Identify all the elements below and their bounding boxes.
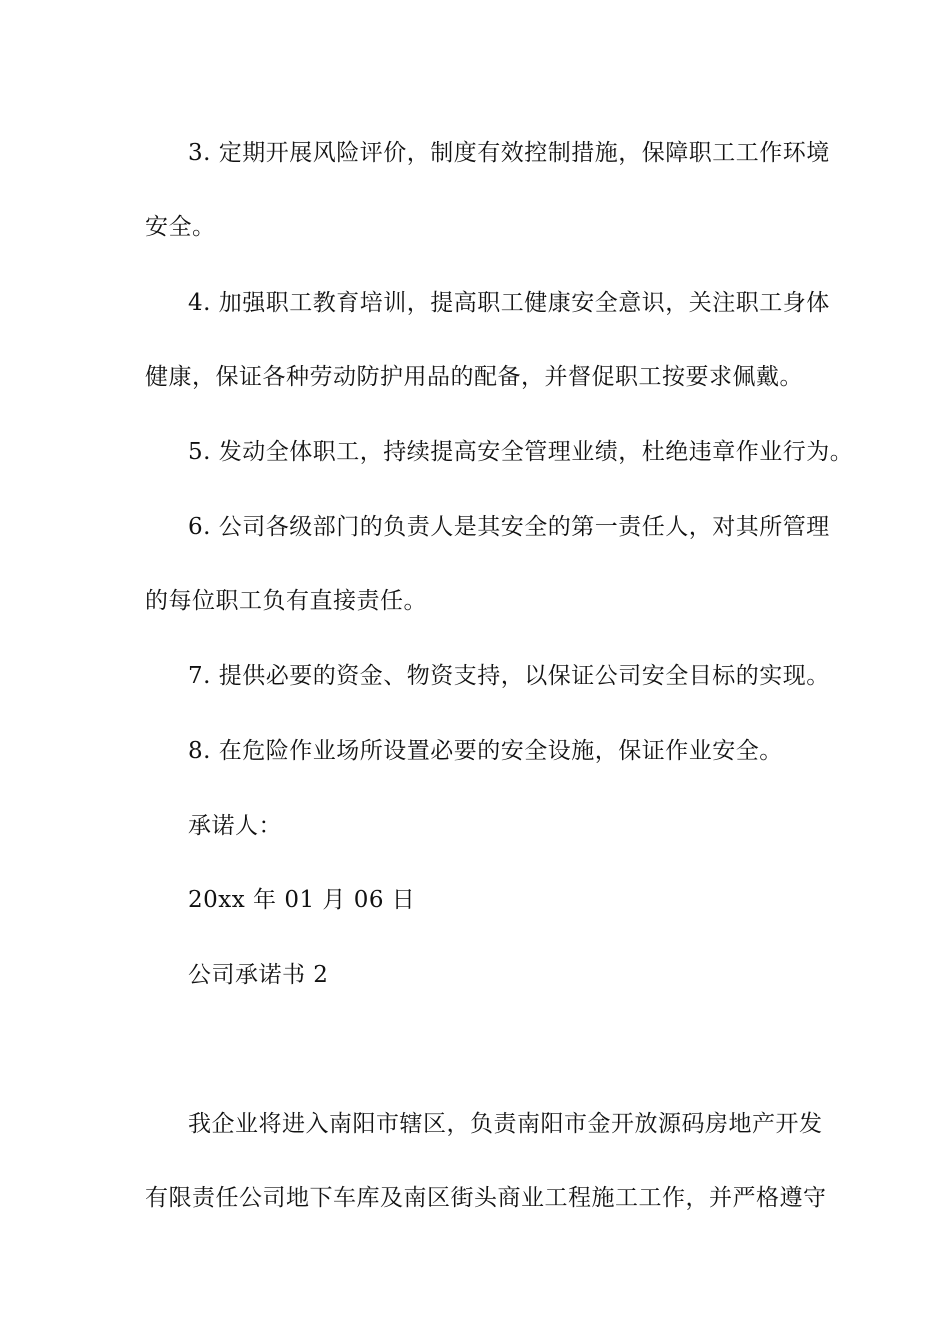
- paragraph-item-8: 8. 在危险作业场所设置必要的安全设施，保证作业安全。: [188, 738, 783, 764]
- signatory-label: 承诺人：: [188, 813, 282, 839]
- body-paragraph-line-1: 我企业将进入南阳市辖区，负责南阳市金开放源码房地产开发: [188, 1111, 823, 1137]
- paragraph-item-4-line-2: 健康，保证各种劳动防护用品的配备，并督促职工按要求佩戴。: [145, 364, 803, 390]
- signature-date: 20xx 年 01 月 06 日: [188, 887, 416, 913]
- paragraph-item-6-line-2: 的每位职工负有直接责任。: [145, 588, 427, 614]
- paragraph-item-3-line-1: 3. 定期开展风险评价，制度有效控制措施，保障职工工作环境: [188, 140, 830, 166]
- paragraph-item-5: 5. 发动全体职工，持续提高安全管理业绩，杜绝违章作业行为。: [188, 439, 854, 465]
- paragraph-item-7: 7. 提供必要的资金、物资支持，以保证公司安全目标的实现。: [188, 663, 830, 689]
- paragraph-item-4-line-1: 4. 加强职工教育培训，提高职工健康安全意识，关注职工身体: [188, 290, 830, 316]
- paragraph-item-6-line-1: 6. 公司各级部门的负责人是其安全的第一责任人，对其所管理: [188, 514, 830, 540]
- paragraph-item-3-line-2: 安全。: [145, 214, 216, 240]
- section-heading: 公司承诺书 2: [188, 962, 329, 988]
- body-paragraph-line-2: 有限责任公司地下车库及南区街头商业工程施工工作，并严格遵守: [145, 1185, 827, 1211]
